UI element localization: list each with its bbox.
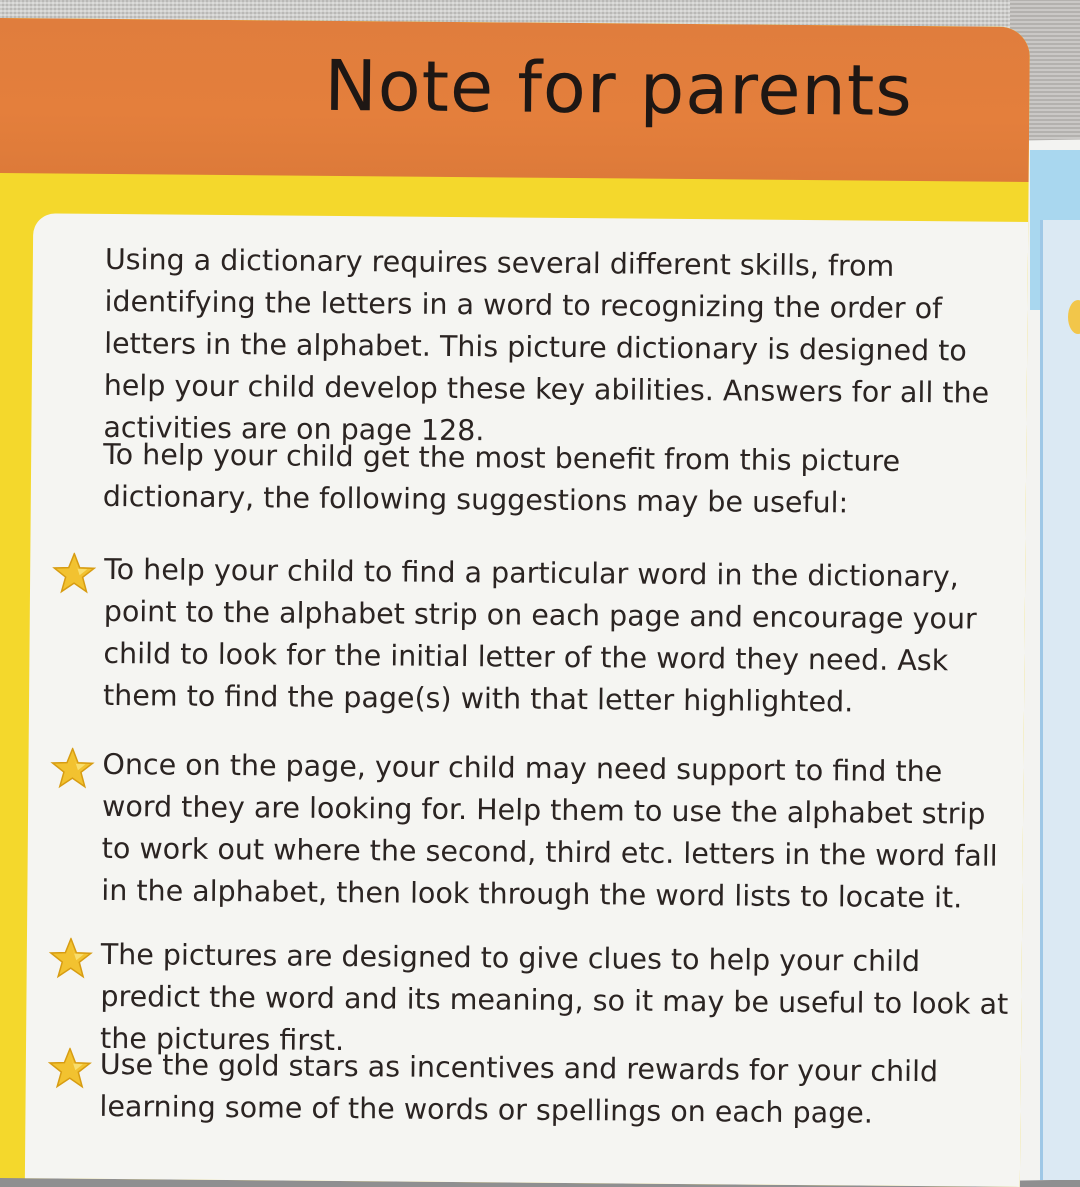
intro-paragraph: Using a dictionary requires several different skills, from identifying the letters in a word to recognizing the order of letters in the alphabet. This picture dictionary is designed to help your child develop these key abilities. Answers for all the activities are on page 128.: [103, 242, 990, 448]
page-header: [0, 18, 1030, 182]
suggestion-text: To help your child to find a particular word in the dictionary, point to the alphabet strip on each page and encourage your child to look for the initial letter of the word they need. Ask them to find the page(s) with that letter highlighted.: [102, 552, 977, 719]
gold-star-icon: [52, 552, 96, 594]
suggestion-item: [49, 743, 1020, 919]
note-panel: [25, 213, 1029, 1187]
suggestion-text: The pictures are designed to give clues to help your child predict the word and its meaning, so it may be useful to look at the pictures first.: [99, 937, 1009, 1058]
gold-star-icon: [50, 747, 94, 789]
lead-in-paragraph: To help your child get the most benefit from this picture dictionary, the following suggestions may be useful:: [102, 437, 901, 520]
page-title: Note for parents: [324, 44, 914, 132]
book-page: [0, 18, 1030, 1187]
next-page-blue-border: [1040, 220, 1080, 1180]
suggestion-item: [51, 548, 1022, 724]
suggestion-item: [47, 1043, 1018, 1135]
suggestion-text: Once on the page, your child may need support to find the word they are looking for. Help them to use the alphabet strip to work out where the second, third etc. letters in the word fall in the alphabet, then look through the word lists to locate it.: [101, 747, 998, 915]
suggestion-text: Use the gold stars as incentives and rewards for your child learning some of the words or spellings on each page.: [99, 1047, 939, 1130]
gold-star-icon: [48, 1047, 92, 1089]
gold-star-icon: [49, 937, 93, 979]
